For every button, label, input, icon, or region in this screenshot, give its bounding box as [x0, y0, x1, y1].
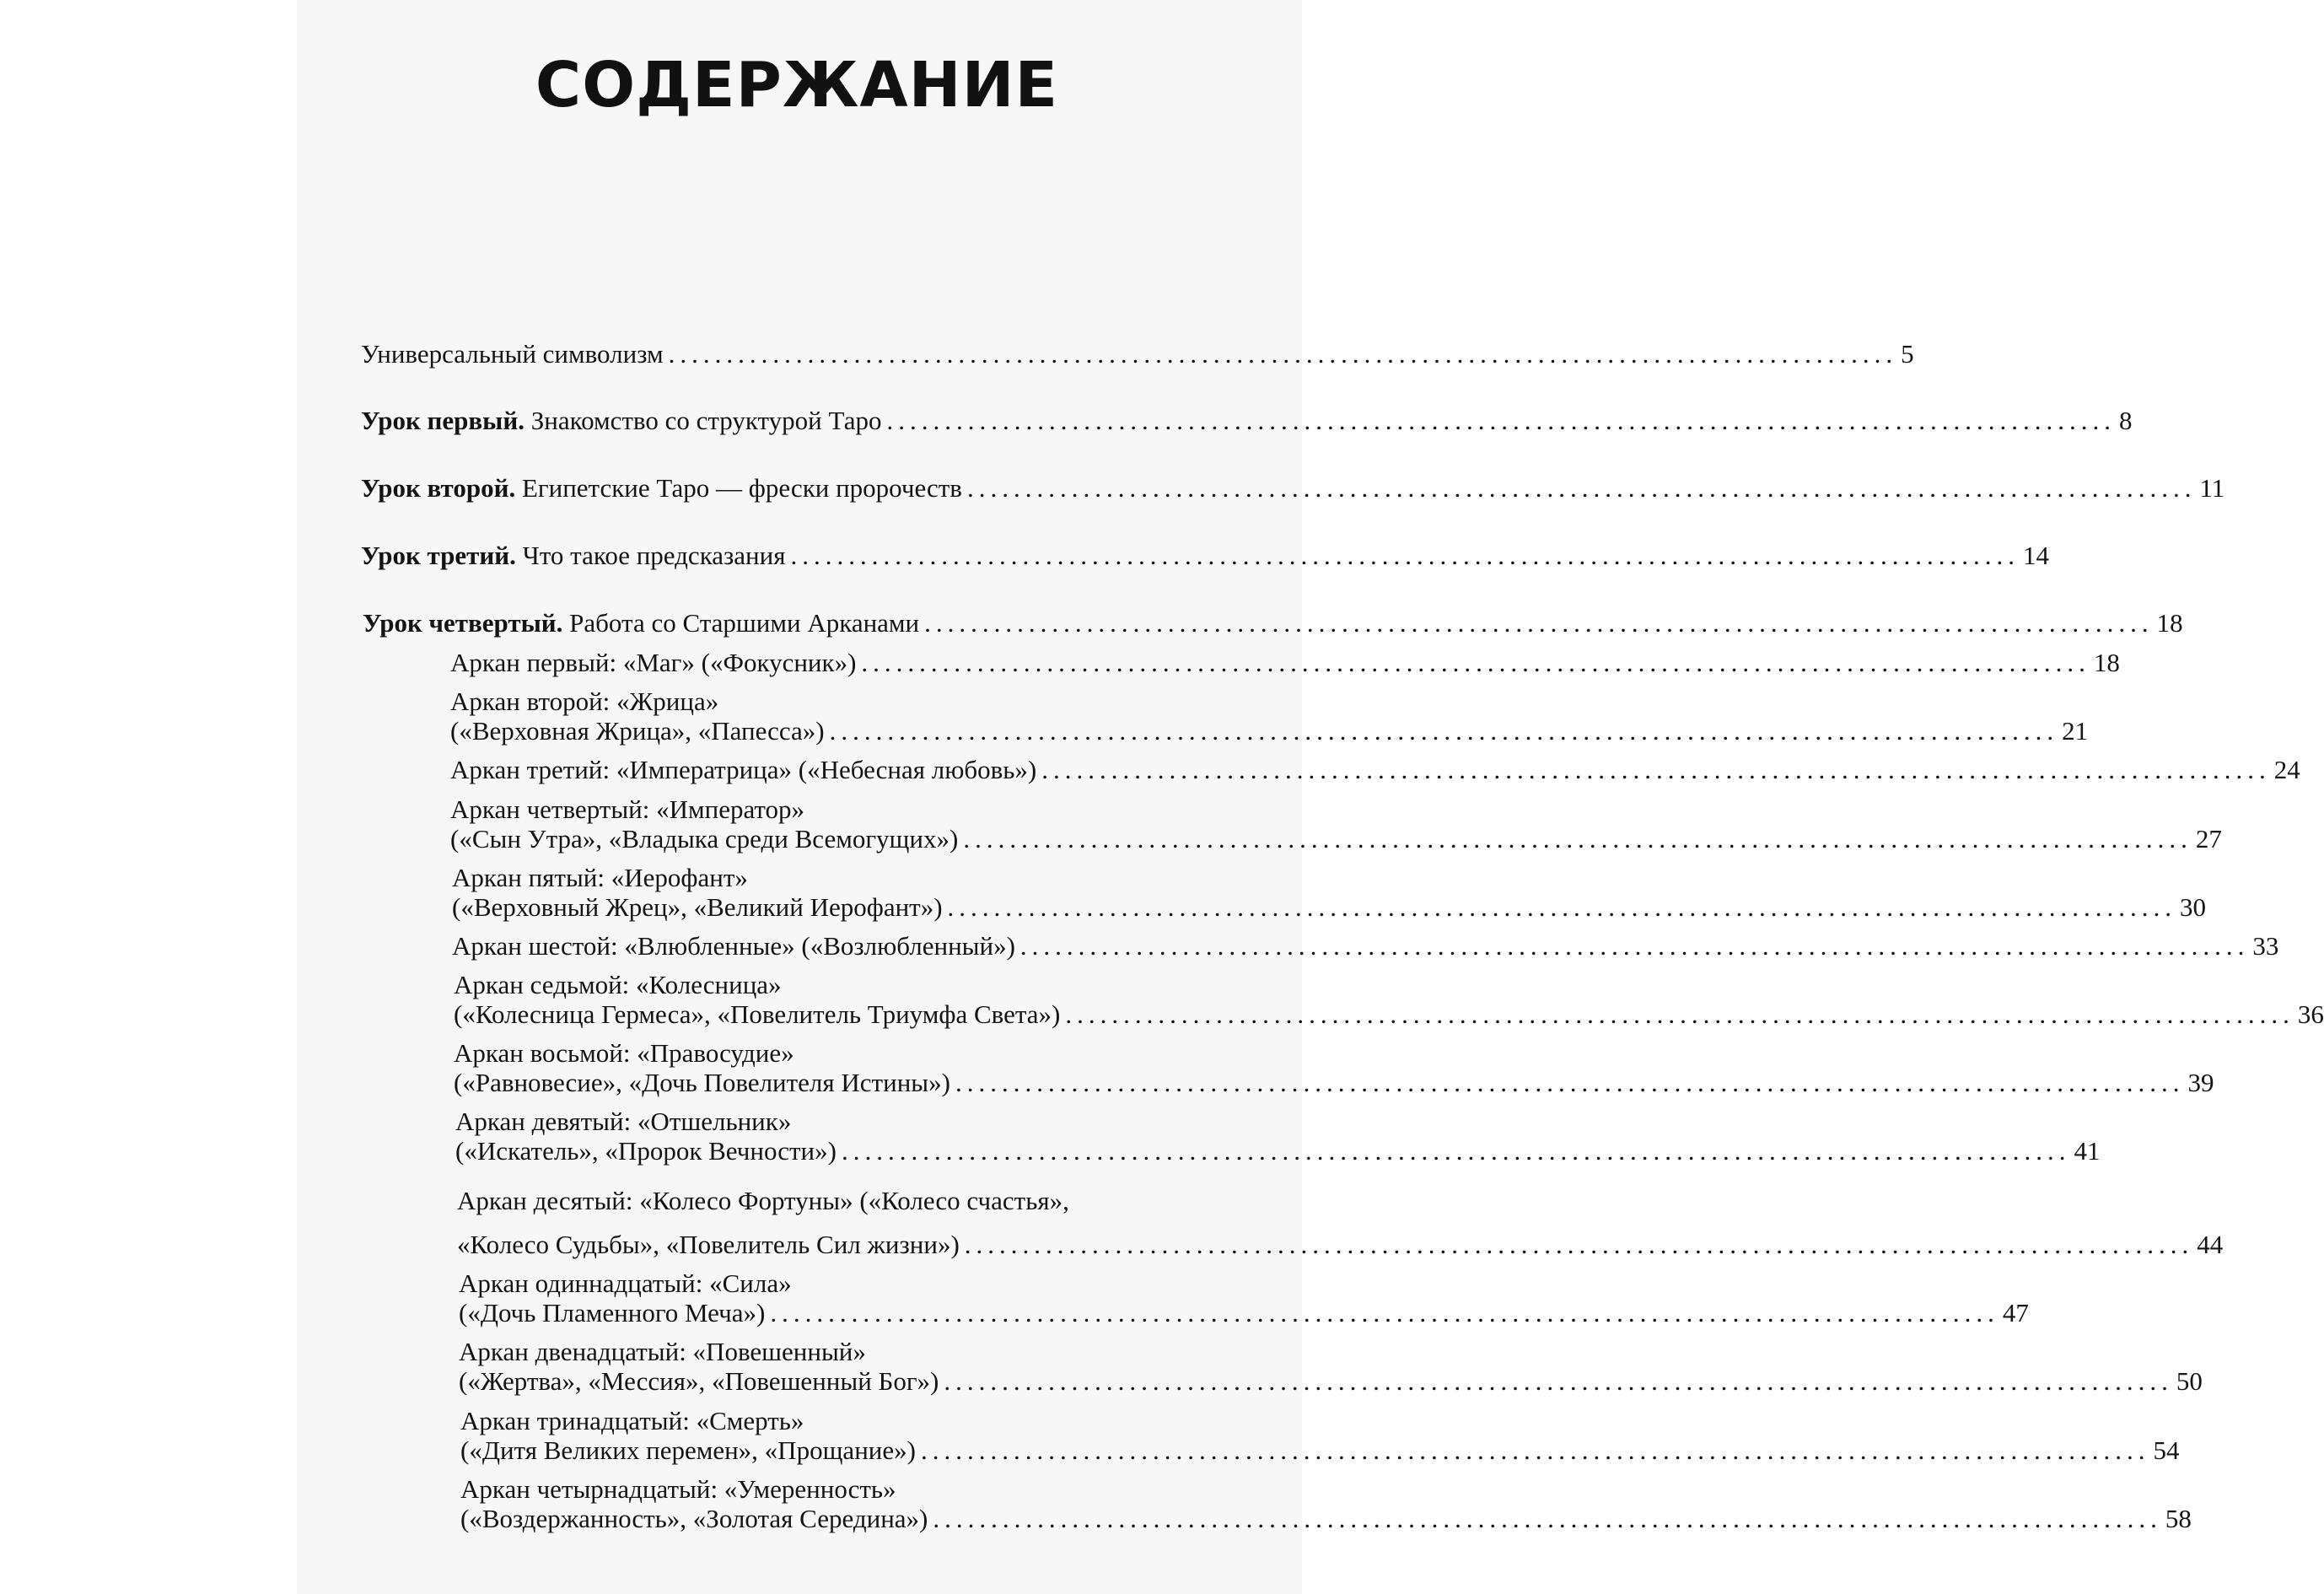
arcana-title-line: Аркан второй: «Жрица»	[450, 687, 719, 716]
dot-leader: ..........................................................................................................	[790, 541, 2020, 570]
arcana-entry	[450, 646, 2120, 680]
page-number: 21	[2062, 716, 2089, 746]
entry-text: («Колесница Гермеса», «Повелитель Триумфа Света»)	[454, 999, 1061, 1029]
page-number: 54	[2153, 1435, 2180, 1465]
lesson-label: Урок первый.	[361, 406, 525, 435]
dot-leader: ..........................................................................................................	[920, 1435, 2150, 1465]
arcana-entry	[450, 753, 2300, 787]
entry-text: («Искатель», «Пророк Вечности»)	[455, 1136, 837, 1166]
arcana-entry	[460, 1502, 2192, 1536]
arcana-entry	[457, 1228, 2224, 1262]
arcana-entry	[454, 1066, 2214, 1100]
arcana-entry	[459, 1296, 2029, 1330]
lesson-label: Урок четвертый.	[363, 608, 563, 638]
dot-leader: ..........................................................................................................	[829, 716, 2059, 746]
page-number: 33	[2252, 931, 2279, 961]
arcana-title-line: Аркан четырнадцатый: «Умеренность»	[460, 1474, 896, 1504]
arcana-title-line: Аркан пятый: «Иерофант»	[452, 863, 748, 892]
arcana-entry	[455, 1134, 2101, 1168]
page-number: 50	[2176, 1366, 2203, 1396]
dot-leader: ..........................................................................................................	[770, 1298, 1999, 1327]
arcana-entry	[452, 891, 2207, 924]
arcana-entry	[450, 714, 2089, 748]
arcana-entry	[459, 1365, 2203, 1398]
toc-entry	[361, 471, 2225, 505]
arcana-title-line: Аркан девятый: «Отшельник»	[455, 1107, 792, 1136]
arcana-title-line: Аркан тринадцатый: «Смерть»	[460, 1406, 804, 1435]
dot-leader: ..........................................................................................................	[861, 648, 2090, 677]
dot-leader: ..........................................................................................................	[947, 892, 2177, 922]
page-number: 14	[2023, 541, 2049, 570]
page-number: 58	[2165, 1504, 2192, 1533]
lesson-label: Урок третий.	[361, 541, 516, 570]
arcana-entry	[454, 998, 2324, 1031]
arcana-title-line: Аркан десятый: «Колесо Фортуны» («Колесо счастья»,	[457, 1186, 1069, 1215]
dot-leader: ..........................................................................................................	[1041, 755, 2271, 784]
dot-leader: ..........................................................................................................	[841, 1136, 2071, 1166]
entry-text: («Равновесие», «Дочь Повелителя Истины»)	[454, 1068, 950, 1097]
toc-entry	[363, 606, 2183, 640]
page-number: 44	[2197, 1230, 2224, 1259]
arcana-title-line: Аркан двенадцатый: «Повешенный»	[459, 1337, 866, 1366]
arcana-title-line: Аркан восьмой: «Правосудие»	[454, 1038, 794, 1068]
entry-text: («Дочь Пламенного Меча»)	[459, 1298, 766, 1327]
toc-entry	[361, 404, 2133, 438]
page-number: 5	[1901, 339, 1914, 369]
entry-text: Египетские Таро — фрески пророчеств	[521, 473, 962, 503]
entry-text: («Жертва», «Мессия», «Повешенный Бог»)	[459, 1366, 939, 1396]
page-number: 27	[2195, 824, 2222, 854]
arcana-title-line: Аркан одиннадцатый: «Сила»	[459, 1268, 792, 1298]
page-title: СОДЕРЖАНИЕ	[535, 49, 1059, 121]
entry-text: Работа со Старшими Арканами	[569, 608, 920, 638]
toc-entry	[361, 539, 2049, 573]
dot-leader: ..........................................................................................................	[668, 339, 1898, 369]
dot-leader: ..........................................................................................................	[964, 1230, 2194, 1259]
arcana-entry	[460, 1434, 2180, 1467]
entry-text: («Дитя Великих перемен», «Прощание»)	[460, 1435, 916, 1465]
entry-text: («Сын Утра», «Владыка среди Всемогущих»)	[450, 824, 959, 854]
dot-leader: ..........................................................................................................	[886, 406, 2116, 435]
dot-leader: ..........................................................................................................	[944, 1366, 2173, 1396]
page-number: 36	[2297, 999, 2324, 1029]
dot-leader: ..........................................................................................................	[1065, 999, 2294, 1029]
entry-text: Знакомство со структурой Таро	[530, 406, 882, 435]
page-number: 30	[2180, 892, 2207, 922]
entry-text: («Верховный Жрец», «Великий Иерофант»)	[452, 892, 943, 922]
arcana-title-line: Аркан седьмой: «Колесница»	[454, 970, 782, 999]
entry-text: («Воздержанность», «Золотая Середина»)	[460, 1504, 928, 1533]
arcana-title-line: Аркан четвертый: «Император»	[450, 794, 805, 824]
entry-text: «Колесо Судьбы», «Повелитель Сил жизни»)	[457, 1230, 960, 1259]
page-number: 18	[2156, 608, 2183, 638]
page-number: 24	[2273, 755, 2300, 784]
arcana-entry	[452, 929, 2279, 963]
lesson-label: Урок второй.	[361, 473, 516, 503]
arcana-entry	[450, 822, 2222, 856]
dot-leader: ..........................................................................................................	[963, 824, 2192, 854]
entry-text: («Верховная Жрица», «Папесса»)	[450, 716, 825, 746]
entry-text: Что такое предсказания	[522, 541, 786, 570]
dot-leader: ..........................................................................................................	[933, 1504, 2162, 1533]
page-number: 41	[2074, 1136, 2101, 1166]
page-number: 18	[2093, 648, 2120, 677]
dot-leader: ..........................................................................................................	[966, 473, 2197, 503]
dot-leader: ..........................................................................................................	[955, 1068, 2185, 1097]
entry-text: Аркан третий: «Императрица» («Небесная любовь»)	[450, 755, 1037, 784]
dot-leader: ..........................................................................................................	[924, 608, 2154, 638]
page-number: 39	[2187, 1068, 2214, 1097]
entry-text: Аркан шестой: «Влюбленные» («Возлюбленный»)	[452, 931, 1015, 961]
page-number: 11	[2199, 473, 2225, 503]
page-number: 8	[2118, 406, 2133, 435]
dot-leader: ..........................................................................................................	[1019, 931, 2250, 961]
toc-entry	[361, 337, 1914, 371]
entry-text: Аркан первый: «Маг» («Фокусник»)	[450, 648, 857, 677]
page-number: 47	[2002, 1298, 2029, 1327]
entry-text: Универсальный символизм	[361, 339, 664, 369]
